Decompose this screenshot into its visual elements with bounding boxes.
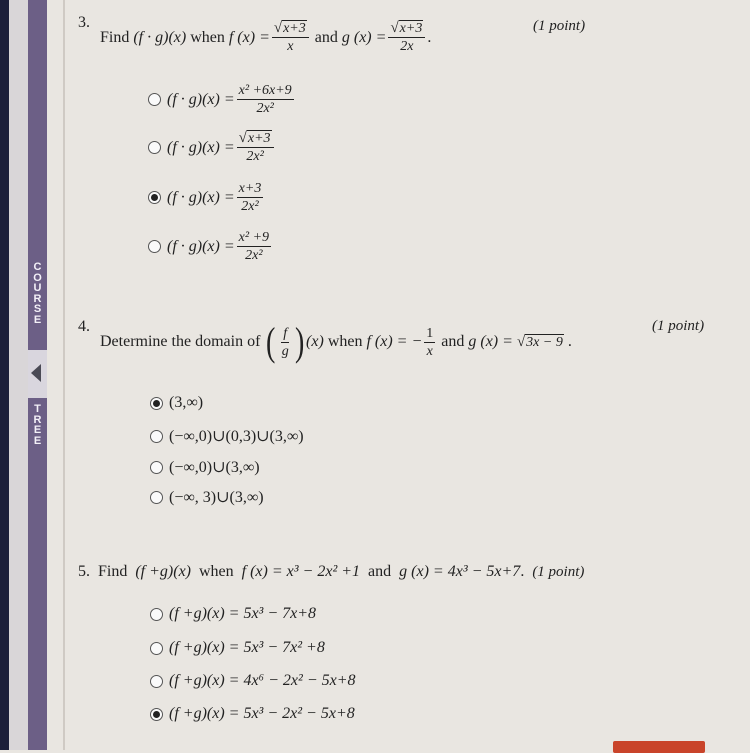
option-numerator: x² +6x+9: [238, 83, 292, 98]
q4-option[interactable]: [150, 426, 304, 446]
q4-g-of-x: g (x) =: [468, 333, 513, 350]
q3-g-num: x+3: [399, 21, 423, 36]
q4-option[interactable]: [150, 487, 264, 507]
window-edge: [0, 0, 9, 750]
submit-button[interactable]: [613, 741, 705, 753]
option-lhs: (f · g)(x) =: [167, 138, 235, 156]
sidebar-label-tree: T R E E: [33, 403, 42, 447]
option-numerator: [237, 130, 274, 148]
q4-g-sqrt: √ 3x − 9: [516, 334, 563, 350]
q3-find: Find: [100, 28, 130, 46]
question-4-number: 4.: [78, 318, 90, 335]
option-lhs: (f · g)(x) =: [167, 90, 235, 108]
option-denominator: 2x²: [256, 101, 274, 116]
q5-and: and: [368, 563, 392, 580]
option-fraction: [237, 180, 264, 215]
q4-f-of-x: f (x) = −: [366, 333, 423, 350]
q4-f-den: x: [426, 343, 433, 359]
question-4-points: (1 point): [652, 318, 705, 334]
q4-when: when: [327, 333, 363, 350]
q4-f-over-g: [280, 325, 291, 360]
q4-f-num: 1: [426, 325, 434, 341]
radio-button[interactable]: [150, 397, 163, 410]
question-5-points: (1 point): [532, 564, 585, 580]
collapse-arrow-icon: [31, 364, 41, 382]
q5-g-def: g (x) = 4x³ − 5x+7: [399, 563, 521, 580]
option-fraction: [237, 82, 294, 117]
q4-option[interactable]: [150, 457, 260, 477]
option-denominator: 2x²: [246, 149, 264, 164]
window-gap: [9, 0, 28, 750]
q3-f-fraction: √ x+3 x: [272, 20, 309, 55]
option-label: (−∞, 3)∪(3,∞): [169, 489, 264, 506]
q3-when: when: [190, 28, 225, 46]
radio-button[interactable]: [150, 461, 163, 474]
option-fraction: [237, 130, 274, 165]
option-label: (−∞,0)∪(0,3)∪(3,∞): [169, 428, 304, 445]
q4-text: Determine the domain of: [100, 333, 261, 350]
question-4-prompt: Determine the domain of ( $\frac{f}{g}$ ) (x) when f (x) = − $\frac{1}{x}$ and g (x) = √ 3x − 9 .: [100, 319, 572, 364]
q4-g-rad: 3x − 9: [526, 335, 563, 350]
option-label: (f +g)(x) = 5x³ − 7x² +8: [169, 639, 325, 656]
option-label: (f +g)(x) = 4x⁶ − 2x² − 5x+8: [169, 672, 356, 689]
q4-of-x: (x): [306, 333, 324, 350]
q3-option[interactable]: [148, 180, 265, 215]
option-sqrt: √ x+3: [238, 130, 271, 146]
q3-g-den: 2x: [400, 39, 414, 54]
q5-option[interactable]: [150, 705, 355, 723]
option-label: (f +g)(x) = 5x³ − 2x² − 5x+8: [169, 705, 355, 722]
option-label: (f +g)(x) = 5x³ − 7x+8: [169, 605, 317, 622]
radio-button[interactable]: [150, 491, 163, 504]
option-denominator: 2x²: [241, 199, 259, 214]
q4-and: and: [441, 333, 465, 350]
option-radicand: x+3: [247, 131, 271, 146]
q4-frac-num: f: [283, 325, 288, 341]
radio-button[interactable]: [148, 240, 161, 253]
collapse-sidebar-handle[interactable]: [28, 350, 47, 398]
option-numerator: x+3: [238, 181, 262, 196]
radio-button[interactable]: [150, 708, 163, 721]
q3-g-of-x: g (x) =: [341, 28, 387, 46]
option-numerator: x² +9: [238, 230, 270, 245]
q5-when: when: [199, 563, 234, 580]
radio-button[interactable]: [150, 608, 163, 621]
q3-fg: (f · g)(x): [133, 28, 187, 46]
radio-button[interactable]: [148, 93, 161, 106]
q5-option[interactable]: [150, 639, 325, 657]
option-label: (3,∞): [169, 394, 204, 411]
q3-f-den: x: [287, 39, 294, 54]
question-3-points: (1 point): [533, 18, 586, 34]
option-label: (−∞,0)∪(3,∞): [169, 459, 260, 476]
q5-find: Find: [98, 563, 128, 580]
q5-f-def: f (x) = x³ − 2x² +1: [241, 563, 361, 580]
question-3-prompt: Find (f · g)(x) when f (x) = √ x+3 x and g (x) = √ x+3 2x .: [100, 20, 432, 54]
q5-fpg: (f +g)(x): [135, 563, 191, 580]
radio-button[interactable]: [150, 675, 163, 688]
radio-button[interactable]: [148, 141, 161, 154]
option-denominator: 2x²: [245, 248, 263, 263]
question-5-prompt: 5. Find (f +g)(x) when f (x) = x³ − 2x² +1 and g (x) = 4x³ − 5x+7. (1 point): [78, 563, 585, 580]
content-divider: [63, 0, 65, 750]
q5-option[interactable]: [150, 672, 356, 690]
q3-and: and: [314, 28, 338, 46]
sidebar-label-course: C O U R S E: [33, 261, 42, 326]
q3-f-num: x+3: [283, 21, 306, 36]
q4-option[interactable]: [150, 394, 203, 412]
radio-button[interactable]: [150, 642, 163, 655]
q3-option[interactable]: [148, 82, 296, 117]
q3-option[interactable]: [148, 130, 276, 165]
q4-f-fraction: [424, 325, 435, 360]
option-fraction: [237, 229, 271, 264]
q5-option[interactable]: [150, 605, 316, 623]
radio-button[interactable]: [148, 191, 161, 204]
option-lhs: (f · g)(x) =: [167, 237, 235, 255]
question-3-number: 3.: [78, 14, 90, 31]
question-5-number: 5.: [78, 563, 90, 580]
q3-g-fraction: √ x+3 2x: [388, 20, 425, 55]
option-lhs: (f · g)(x) =: [167, 188, 235, 206]
q3-option[interactable]: [148, 229, 273, 264]
radio-button[interactable]: [150, 430, 163, 443]
q4-frac-den: g: [281, 343, 289, 359]
q3-f-of-x: f (x) =: [228, 28, 270, 46]
